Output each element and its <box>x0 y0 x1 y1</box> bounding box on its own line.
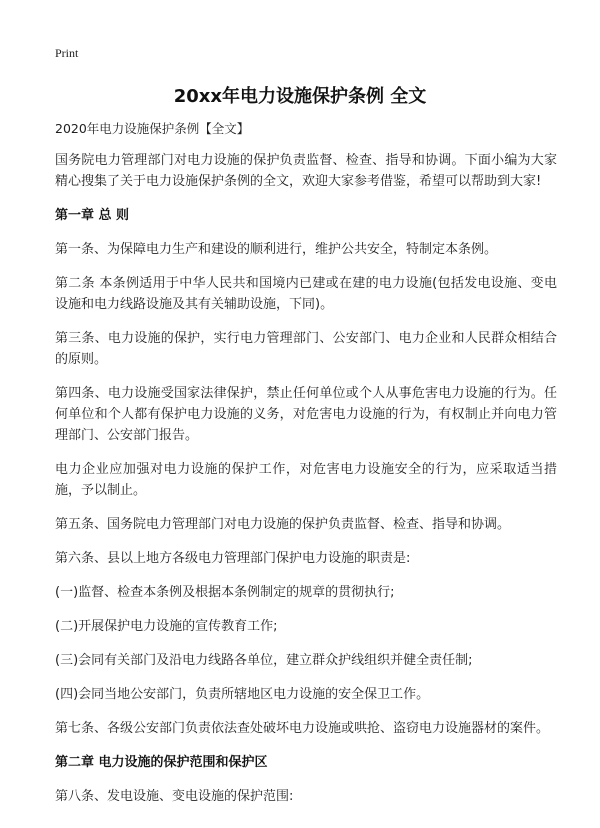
article-paragraph: 第二条 本条例适用于中华人民共和国境内已建或在建的电力设施(包括发电设施、变电设施和电力线路设施及其有关辅助设施，下同)。 <box>55 276 557 312</box>
article-paragraph: 第一条、为保障电力生产和建设的顺利进行，维护公共安全，特制定本条例。 <box>55 242 498 257</box>
list-item: (一)监督、检查本条例及根据本条例制定的规章的贯彻执行; <box>55 585 395 600</box>
article-paragraph: 第五条、国务院电力管理部门对电力设施的保护负责监督、检查、指导和协调。 <box>55 517 511 532</box>
document-body <box>55 120 557 820</box>
document-subtitle: 2020年电力设施保护条例【全文】 <box>55 121 250 136</box>
intro-paragraph: 国务院电力管理部门对电力设施的保护负责监督、检查、指导和协调。下面小编为大家精心搜集了关于电力设施保护条例的全文，欢迎大家参考借鉴，希望可以帮助到大家! <box>55 153 557 189</box>
list-item: (三)会同有关部门及沿电力线路各单位，建立群众护线组织并健全责任制; <box>55 653 473 668</box>
print-link[interactable]: Print <box>55 46 79 60</box>
chapter-heading: 第二章 电力设施的保护范围和保护区 <box>55 755 268 770</box>
article-paragraph: 第八条、发电设施、变电设施的保护范围: <box>55 789 294 804</box>
article-paragraph: 第四条、电力设施受国家法律保护，禁止任何单位或个人从事危害电力设施的行为。任何单位和个人都有保护电力设施的义务，对危害电力设施的行为，有权制止并向电力管理部门、公安部门报告。 <box>55 386 557 443</box>
list-item: (二)开展保护电力设施的宣传教育工作; <box>55 619 278 634</box>
article-paragraph: 第七条、各级公安部门负责依法查处破坏电力设施或哄抢、盗窃电力设施器材的案件。 <box>55 721 550 736</box>
article-paragraph: 第三条、电力设施的保护，实行电力管理部门、公安部门、电力企业和人民群众相结合的原则。 <box>55 331 557 367</box>
article-paragraph: 第六条、县以上地方各级电力管理部门保护电力设施的职责是: <box>55 551 411 566</box>
list-item: (四)会同当地公安部门，负责所辖地区电力设施的安全保卫工作。 <box>55 687 430 702</box>
page-title: 20xx年电力设施保护条例 全文 <box>173 86 427 107</box>
chapter-heading: 第一章 总 则 <box>55 208 130 223</box>
article-paragraph: 电力企业应加强对电力设施的保护工作，对危害电力设施安全的行为，应采取适当措施，予以制止。 <box>55 462 557 498</box>
